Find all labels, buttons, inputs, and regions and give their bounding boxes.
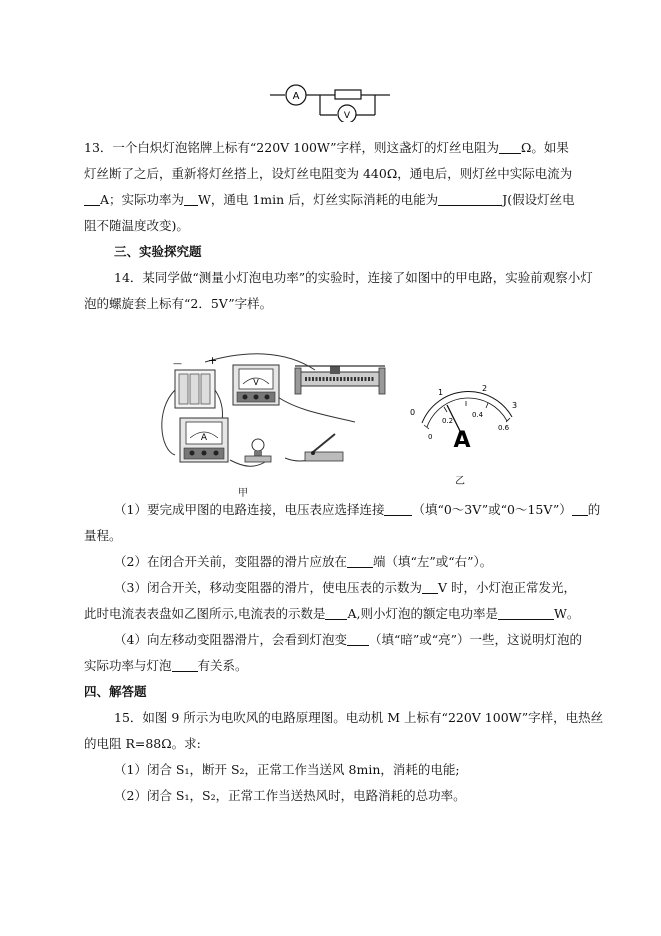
rheostat-apparatus	[295, 366, 385, 394]
q13-line-4: 阻不随温度改变)。	[84, 218, 189, 233]
voltmeter-symbol-label: V	[343, 111, 351, 121]
dial-inner-label-06: 0.6	[498, 424, 510, 432]
ammeter-letter: A	[200, 433, 208, 443]
battery-plus-sign: +	[208, 354, 218, 367]
ammeter-symbol-label: A	[292, 91, 300, 102]
figure-caption-jia: 甲	[238, 488, 248, 499]
ammeter-dial-figure-yi	[400, 375, 530, 485]
dial-outer-label-1: 1	[438, 388, 444, 397]
q14-part-4-cont: 实际功率与灯泡 有关系。	[84, 658, 248, 673]
q14-part-3: （3）闭合开关，移动变阻器的滑片，使电压表的示数为 V 时，小灯泡正常发光，	[114, 580, 576, 595]
ammeter-apparatus	[180, 418, 228, 462]
switch-apparatus	[305, 434, 343, 461]
q15-part-1: （1）闭合 S₁，断开 S₂，正常工作当送风 8min，消耗的电能;	[114, 762, 460, 777]
series-parallel-circuit-figure	[265, 80, 395, 122]
q14-part-3-cont: 此时电流表表盘如乙图所示,电流表的示数是 A,则小灯泡的额定电功率是 W。	[84, 606, 580, 621]
section-3-heading: 三、实验探究题	[114, 244, 202, 259]
apparatus-figure-jia	[155, 350, 395, 480]
q14-line-2: 泡的螺旋套上标有“2．5V”字样。	[84, 296, 273, 311]
voltmeter-letter: V	[253, 378, 259, 387]
q14-part-1-cont: 量程。	[84, 528, 122, 543]
dial-inner-label-0: 0	[428, 433, 433, 441]
q13-blank-energy[interactable]	[438, 192, 502, 206]
q13-line-3: A；实际功率为 W，通电 1min 后，灯丝实际消耗的电能为 J(假设灯丝电	[84, 191, 584, 209]
q13-line-1: 13．一个白炽灯泡铭牌上标有“220V 100W”字样，则这盏灯的灯丝电阻为 Ω。如果	[84, 140, 569, 155]
section-4-heading: 四、解答题	[84, 684, 147, 699]
q14-blank-end[interactable]	[347, 554, 373, 568]
q13-blank-resistance[interactable]	[499, 140, 521, 154]
q14-blank-voltage[interactable]	[422, 580, 438, 594]
q14-blank-brightness[interactable]	[347, 632, 369, 646]
dial-inner-label-02: 0.2	[442, 417, 454, 425]
q15-part-2: （2）闭合 S₁，S₂，正常工作当送热风时，电路消耗的总功率。	[114, 788, 466, 803]
q14-blank-current[interactable]	[325, 606, 347, 620]
q14-blank-range[interactable]	[384, 502, 412, 516]
q15-line-2: 的电阻 R=88Ω。求:	[84, 736, 201, 751]
q13-blank-power[interactable]	[184, 192, 198, 206]
q13-blank-current[interactable]	[84, 192, 100, 206]
dial-outer-label-2: 2	[482, 384, 488, 393]
dial-outer-label-0: 0	[410, 408, 416, 417]
q15-line-1: 15．如图 9 所示为电吹风的电路原理图。电动机 M 上标有“220V 100W”字样，电热丝	[114, 710, 604, 725]
q14-line-1: 14．某同学做“测量小灯泡电功率”的实验时，连接了如图中的甲电路，实验前观察小灯	[114, 270, 593, 285]
lamp-apparatus	[245, 439, 271, 462]
q14-part-2: （2）在闭合开关前，变阻器的滑片应放在 端（填“左”或“右”）。	[114, 554, 493, 569]
q13-line-2: 灯丝断了之后，重新将灯丝搭上，设灯丝电阻变为 440Ω，通电后，则灯丝中实际电流为	[84, 166, 573, 181]
q14-part-1: （1）要完成甲图的电路连接，电压表应选择连接 （填“0～3V”或“0～15V”） 的	[114, 502, 601, 517]
dial-outer-label-3: 3	[512, 401, 518, 410]
battery-minus-sign: —	[173, 359, 182, 369]
dial-letter-a: A	[453, 428, 471, 453]
battery-pack	[173, 354, 217, 408]
q14-part-4: （4）向左移动变阻器滑片，会看到灯泡变 （填“暗”或“亮”）一些，这说明灯泡的	[114, 632, 583, 647]
q14-blank-rated-power[interactable]	[498, 606, 554, 620]
q14-blank-range-2[interactable]	[572, 502, 588, 516]
voltmeter-apparatus	[233, 365, 279, 405]
q14-blank-relation[interactable]	[172, 658, 198, 672]
figure-caption-yi: 乙	[455, 476, 465, 487]
dial-inner-label-04: 0.4	[472, 411, 484, 419]
